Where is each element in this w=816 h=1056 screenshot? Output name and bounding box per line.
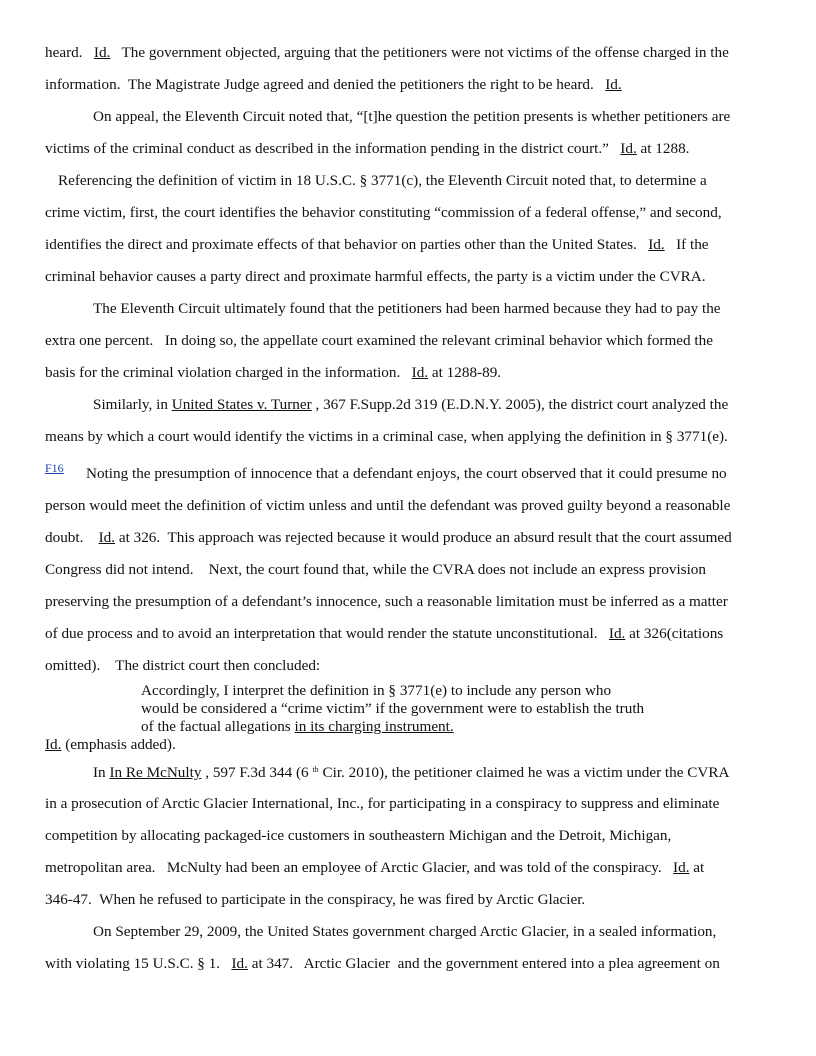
text-line: Referencing the definition of victim in 18 U.S.C. § 3771(c), the Eleventh Circuit noted that, to determine a (58, 172, 707, 189)
text-line: basis for the criminal violation charged in the information. Id. at 1288-89. (45, 364, 502, 381)
citation-id: Id. (605, 76, 622, 93)
text-line: Congress did not intend. Next, the court found that, while the CVRA does not include an express provision (45, 561, 706, 578)
text-line: heard. Id. The government objected, arguing that the petitioners were not victims of the offense charged in the (45, 44, 729, 61)
paragraph-start: On appeal, the Eleventh Circuit noted that, “[t]he question the petition presents is whether petitioners are (93, 108, 731, 125)
citation-id: Id. (608, 625, 626, 642)
block-quote-line: would be considered a “crime victim” if the government were to establish the truth (141, 700, 645, 717)
paragraph-start: Similarly, in United States v. Turner , 367 F.Supp.2d 319 (E.D.N.Y. 2005), the district court analyzed the (93, 396, 729, 413)
citation-id: Id. (93, 44, 111, 61)
text-line: omitted). The district court then concluded: (45, 657, 321, 674)
citation-id: Id. (98, 529, 116, 546)
citation-id: Id. (411, 364, 429, 381)
citation-id: Id. (620, 140, 637, 157)
text-line: means by which a court would identify the victims in a criminal case, when applying the definition in § 3771(e). (45, 428, 728, 445)
text-line: criminal behavior causes a party direct and proximate harmful effects, the party is a victim under the CVRA. (45, 268, 706, 285)
text-line: victims of the criminal conduct as described in the information pending in the district court.” Id. at 1288. (45, 140, 690, 157)
citation-id: Id. (673, 859, 690, 876)
block-quote-line: of the factual allegations in its charging instrument. (141, 718, 454, 735)
text-line: preserving the presumption of a defendant’s innocence, such a reasonable limitation must be inferred as a matter (45, 593, 728, 610)
text-line: person would meet the definition of victim unless and until the defendant was proved guilty beyond a reasonable (45, 497, 731, 514)
paragraph-start: The Eleventh Circuit ultimately found that the petitioners had been harmed because they had to pay the (93, 300, 721, 317)
citation-id: Id. (231, 955, 248, 972)
text-line: competition by allocating packaged-ice customers in southeastern Michigan and the Detroit, Michigan, (45, 827, 672, 844)
text-line: doubt. Id. at 326. This approach was rejected because it would produce an absurd result that the court assumed (45, 529, 732, 546)
text-line: in a prosecution of Arctic Glacier International, Inc., for participating in a conspiracy to suppress and eliminate (45, 795, 720, 812)
text-line: identifies the direct and proximate effects of that behavior on parties other than the United States. Id. If the (45, 236, 709, 253)
citation-id: Id. (648, 236, 665, 253)
text-line: information. The Magistrate Judge agreed and denied the petitioners the right to be heard. Id. (45, 76, 622, 93)
block-quote-line: Accordingly, I interpret the definition in § 3771(e) to include any person who (141, 682, 612, 699)
footnote-link[interactable]: F16 (45, 461, 64, 475)
text-line: Id. (emphasis added). (45, 736, 176, 753)
text-line: Noting the presumption of innocence that a defendant enjoys, the court observed that it could presume no (86, 465, 727, 482)
text-line: 346-47. When he refused to participate in the conspiracy, he was fired by Arctic Glacier. (45, 891, 586, 908)
text-line: extra one percent. In doing so, the appellate court examined the relevant criminal behavior which formed the (45, 332, 713, 349)
paragraph-start: On September 29, 2009, the United States government charged Arctic Glacier, in a sealed information, (93, 923, 717, 940)
paragraph-start: In In Re McNulty , 597 F.3d 344 (6 $^{th}$ Cir. 2010), the petitioner claimed he was a victim under the CVRA (93, 764, 730, 781)
text-line: crime victim, first, the court identifies the behavior constituting “commission of a federal offense,” and second, (45, 204, 722, 221)
text-line: of due process and to avoid an interpretation that would render the statute unconstitutional. Id. at 326(citations (45, 625, 724, 642)
text-line: metropolitan area. McNulty had been an employee of Arctic Glacier, and was told of the conspiracy. Id. at (45, 859, 705, 876)
citation-id: Id. (45, 736, 62, 753)
text-line: with violating 15 U.S.C. § 1. Id. at 347. Arctic Glacier and the government entered into a plea agreement on (45, 955, 720, 972)
case-name: In Re McNulty (109, 764, 202, 781)
case-name: United States v. Turner (171, 396, 312, 413)
